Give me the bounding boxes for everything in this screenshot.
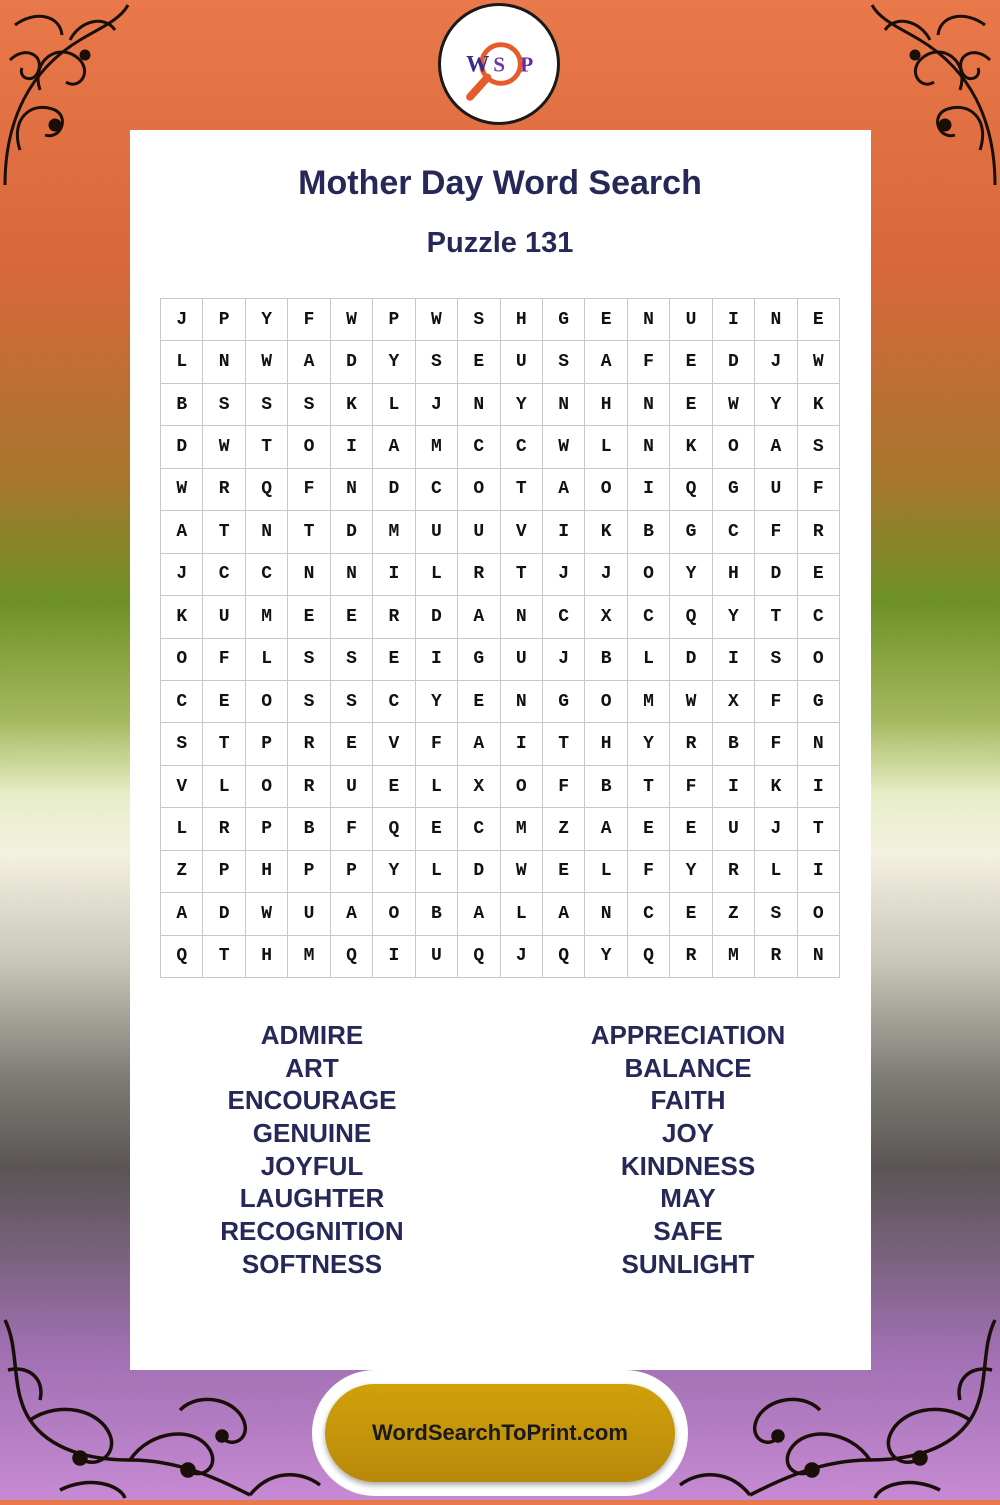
grid-cell[interactable]: Z bbox=[713, 893, 755, 935]
grid-cell[interactable]: S bbox=[798, 426, 840, 468]
grid-cell[interactable]: U bbox=[416, 936, 458, 978]
grid-cell[interactable]: U bbox=[713, 808, 755, 850]
grid-cell[interactable]: L bbox=[501, 893, 543, 935]
grid-cell[interactable]: N bbox=[458, 384, 500, 426]
logo-letter-p: P bbox=[520, 52, 534, 77]
grid-cell[interactable]: F bbox=[755, 723, 797, 765]
grid-cell[interactable]: M bbox=[373, 511, 415, 553]
grid-cell[interactable]: B bbox=[713, 723, 755, 765]
word-item: ENCOURAGE bbox=[227, 1085, 397, 1116]
grid-cell[interactable]: G bbox=[458, 639, 500, 681]
grid-cell[interactable]: L bbox=[755, 851, 797, 893]
ornament-top-right bbox=[870, 0, 1000, 190]
grid-cell[interactable]: N bbox=[628, 384, 670, 426]
grid-cell[interactable]: P bbox=[246, 808, 288, 850]
grid-cell[interactable]: A bbox=[543, 893, 585, 935]
grid-cell[interactable]: O bbox=[246, 766, 288, 808]
grid-cell[interactable]: U bbox=[458, 511, 500, 553]
grid-cell[interactable]: D bbox=[331, 341, 373, 383]
grid-cell[interactable]: E bbox=[670, 341, 712, 383]
grid-cell[interactable]: I bbox=[501, 723, 543, 765]
word-item: GENUINE bbox=[252, 1118, 372, 1149]
grid-cell[interactable]: Y bbox=[755, 384, 797, 426]
grid-cell[interactable]: F bbox=[755, 511, 797, 553]
grid-cell[interactable]: E bbox=[203, 681, 245, 723]
grid-cell[interactable]: C bbox=[501, 426, 543, 468]
grid-cell[interactable]: L bbox=[585, 851, 627, 893]
grid-cell[interactable]: C bbox=[713, 511, 755, 553]
grid-cell[interactable]: K bbox=[585, 511, 627, 553]
grid-cell[interactable]: N bbox=[288, 554, 330, 596]
grid-cell[interactable]: Q bbox=[543, 936, 585, 978]
grid-cell[interactable]: S bbox=[203, 384, 245, 426]
grid-cell[interactable]: L bbox=[628, 639, 670, 681]
grid-cell[interactable]: L bbox=[416, 554, 458, 596]
grid-cell[interactable]: Q bbox=[246, 469, 288, 511]
grid-cell[interactable]: F bbox=[416, 723, 458, 765]
grid-cell[interactable]: Q bbox=[331, 936, 373, 978]
grid-cell[interactable]: O bbox=[458, 469, 500, 511]
grid-cell[interactable]: N bbox=[798, 723, 840, 765]
grid-cell[interactable]: E bbox=[331, 596, 373, 638]
grid-cell[interactable]: W bbox=[246, 341, 288, 383]
grid-cell[interactable]: R bbox=[373, 596, 415, 638]
grid-cell[interactable]: F bbox=[288, 299, 330, 341]
grid-cell[interactable]: S bbox=[755, 893, 797, 935]
grid-cell[interactable]: D bbox=[161, 426, 203, 468]
grid-cell[interactable]: W bbox=[713, 384, 755, 426]
grid-cell[interactable]: I bbox=[373, 554, 415, 596]
grid-cell[interactable]: N bbox=[331, 554, 373, 596]
grid-cell[interactable]: S bbox=[288, 681, 330, 723]
grid-cell[interactable]: X bbox=[585, 596, 627, 638]
grid-cell[interactable]: L bbox=[416, 851, 458, 893]
grid-cell[interactable]: L bbox=[203, 766, 245, 808]
grid-cell[interactable]: T bbox=[628, 766, 670, 808]
grid-cell[interactable]: B bbox=[585, 639, 627, 681]
grid-cell[interactable]: G bbox=[670, 511, 712, 553]
grid-cell[interactable]: O bbox=[628, 554, 670, 596]
grid-cell[interactable]: E bbox=[458, 681, 500, 723]
grid-cell[interactable]: C bbox=[416, 469, 458, 511]
grid-cell[interactable]: O bbox=[161, 639, 203, 681]
grid-cell[interactable]: P bbox=[288, 851, 330, 893]
grid-cell[interactable]: P bbox=[203, 299, 245, 341]
grid-cell[interactable]: W bbox=[416, 299, 458, 341]
grid-cell[interactable]: B bbox=[416, 893, 458, 935]
grid-cell[interactable]: U bbox=[755, 469, 797, 511]
website-link-label: WordSearchToPrint.com bbox=[372, 1420, 628, 1445]
grid-cell[interactable]: E bbox=[458, 341, 500, 383]
grid-cell[interactable]: Y bbox=[670, 554, 712, 596]
grid-cell[interactable]: D bbox=[670, 639, 712, 681]
grid-cell[interactable]: V bbox=[161, 766, 203, 808]
grid-cell[interactable]: O bbox=[373, 893, 415, 935]
grid-cell[interactable]: I bbox=[416, 639, 458, 681]
grid-cell[interactable]: Q bbox=[373, 808, 415, 850]
grid-cell[interactable]: M bbox=[416, 426, 458, 468]
grid-cell[interactable]: D bbox=[713, 341, 755, 383]
grid-cell[interactable]: F bbox=[628, 851, 670, 893]
grid-cell[interactable]: N bbox=[798, 936, 840, 978]
grid-cell[interactable]: G bbox=[543, 299, 585, 341]
grid-cell[interactable]: A bbox=[585, 341, 627, 383]
grid-cell[interactable]: E bbox=[585, 299, 627, 341]
grid-cell[interactable]: J bbox=[543, 639, 585, 681]
grid-cell[interactable]: L bbox=[416, 766, 458, 808]
grid-cell[interactable]: C bbox=[628, 596, 670, 638]
grid-cell[interactable]: T bbox=[288, 511, 330, 553]
grid-cell[interactable]: S bbox=[755, 639, 797, 681]
grid-cell[interactable]: N bbox=[331, 469, 373, 511]
grid-cell[interactable]: I bbox=[713, 766, 755, 808]
grid-cell[interactable]: A bbox=[458, 596, 500, 638]
grid-cell[interactable]: J bbox=[543, 554, 585, 596]
grid-cell[interactable]: N bbox=[246, 511, 288, 553]
grid-cell[interactable]: S bbox=[246, 384, 288, 426]
grid-cell[interactable]: H bbox=[246, 851, 288, 893]
grid-cell[interactable]: A bbox=[755, 426, 797, 468]
grid-cell[interactable]: Q bbox=[458, 936, 500, 978]
grid-cell[interactable]: K bbox=[670, 426, 712, 468]
grid-cell[interactable]: J bbox=[161, 554, 203, 596]
grid-cell[interactable]: B bbox=[585, 766, 627, 808]
grid-cell[interactable]: D bbox=[203, 893, 245, 935]
word-item: JOYFUL bbox=[260, 1150, 364, 1181]
grid-cell[interactable]: C bbox=[373, 681, 415, 723]
letter-grid[interactable] bbox=[160, 298, 840, 978]
grid-cell[interactable]: W bbox=[246, 893, 288, 935]
word-list-right bbox=[528, 1019, 848, 1281]
grid-cell[interactable]: M bbox=[628, 681, 670, 723]
grid-cell[interactable]: P bbox=[373, 299, 415, 341]
grid-cell[interactable]: Y bbox=[246, 299, 288, 341]
grid-cell[interactable]: W bbox=[543, 426, 585, 468]
grid-cell[interactable]: E bbox=[798, 299, 840, 341]
grid-cell[interactable]: O bbox=[798, 639, 840, 681]
grid-cell[interactable]: T bbox=[501, 469, 543, 511]
grid-cell[interactable]: K bbox=[755, 766, 797, 808]
grid-cell[interactable]: R bbox=[288, 766, 330, 808]
grid-cell[interactable]: Y bbox=[373, 851, 415, 893]
grid-cell[interactable]: T bbox=[755, 596, 797, 638]
grid-cell[interactable]: T bbox=[203, 936, 245, 978]
grid-cell[interactable]: T bbox=[798, 808, 840, 850]
word-item: RECOGNITION bbox=[220, 1216, 404, 1247]
grid-cell[interactable]: M bbox=[501, 808, 543, 850]
grid-cell[interactable]: A bbox=[458, 723, 500, 765]
grid-cell[interactable]: M bbox=[246, 596, 288, 638]
grid-cell[interactable]: E bbox=[416, 808, 458, 850]
grid-cell[interactable]: H bbox=[585, 384, 627, 426]
grid-cell[interactable]: H bbox=[713, 554, 755, 596]
grid-cell[interactable]: I bbox=[713, 639, 755, 681]
grid-cell[interactable]: H bbox=[501, 299, 543, 341]
website-link-button[interactable] bbox=[325, 1384, 675, 1482]
grid-cell[interactable]: U bbox=[670, 299, 712, 341]
grid-cell[interactable]: C bbox=[246, 554, 288, 596]
grid-cell[interactable]: R bbox=[798, 511, 840, 553]
grid-cell[interactable]: E bbox=[670, 893, 712, 935]
word-item: LAUGHTER bbox=[239, 1183, 385, 1214]
word-item: APPRECIATION bbox=[590, 1020, 786, 1050]
grid-cell[interactable]: P bbox=[203, 851, 245, 893]
grid-cell[interactable]: L bbox=[585, 426, 627, 468]
grid-cell[interactable]: N bbox=[585, 893, 627, 935]
grid-cell[interactable]: R bbox=[288, 723, 330, 765]
grid-cell[interactable]: N bbox=[501, 681, 543, 723]
word-item: FAITH bbox=[650, 1085, 726, 1116]
grid-cell[interactable]: F bbox=[670, 766, 712, 808]
grid-cell[interactable]: I bbox=[798, 766, 840, 808]
grid-cell[interactable]: G bbox=[713, 469, 755, 511]
word-item: MAY bbox=[660, 1183, 716, 1214]
grid-cell[interactable]: E bbox=[373, 639, 415, 681]
grid-cell[interactable]: A bbox=[288, 341, 330, 383]
grid-cell[interactable]: E bbox=[543, 851, 585, 893]
grid-cell[interactable]: W bbox=[501, 851, 543, 893]
grid-cell[interactable]: C bbox=[458, 808, 500, 850]
grid-cell[interactable]: N bbox=[501, 596, 543, 638]
grid-cell[interactable]: D bbox=[416, 596, 458, 638]
grid-cell[interactable]: N bbox=[628, 299, 670, 341]
grid-cell[interactable]: E bbox=[628, 808, 670, 850]
grid-cell[interactable]: J bbox=[416, 384, 458, 426]
word-item: KINDNESS bbox=[620, 1150, 756, 1181]
grid-cell[interactable]: R bbox=[670, 723, 712, 765]
grid-cell[interactable]: V bbox=[373, 723, 415, 765]
page-title: Mother Day Word Search bbox=[298, 164, 702, 202]
grid-cell[interactable]: Z bbox=[161, 851, 203, 893]
grid-cell[interactable]: F bbox=[543, 766, 585, 808]
grid-cell[interactable]: C bbox=[203, 554, 245, 596]
grid-cell[interactable]: Q bbox=[628, 936, 670, 978]
grid-cell[interactable]: B bbox=[288, 808, 330, 850]
grid-cell[interactable]: I bbox=[331, 426, 373, 468]
grid-cell[interactable]: T bbox=[203, 723, 245, 765]
grid-cell[interactable]: X bbox=[458, 766, 500, 808]
grid-cell[interactable]: S bbox=[161, 723, 203, 765]
grid-cell[interactable]: U bbox=[501, 341, 543, 383]
grid-cell[interactable]: O bbox=[246, 681, 288, 723]
grid-cell[interactable]: G bbox=[543, 681, 585, 723]
grid-cell[interactable]: A bbox=[543, 469, 585, 511]
grid-cell[interactable]: K bbox=[798, 384, 840, 426]
grid-cell[interactable]: F bbox=[628, 341, 670, 383]
grid-cell[interactable]: W bbox=[161, 469, 203, 511]
grid-cell[interactable]: P bbox=[246, 723, 288, 765]
grid-cell[interactable]: O bbox=[585, 469, 627, 511]
grid-cell[interactable]: Z bbox=[543, 808, 585, 850]
grid-cell[interactable]: F bbox=[755, 681, 797, 723]
logo-letter-s: S bbox=[493, 52, 506, 77]
wsp-logo[interactable] bbox=[438, 3, 560, 125]
grid-cell[interactable]: T bbox=[246, 426, 288, 468]
grid-cell[interactable]: Y bbox=[501, 384, 543, 426]
grid-cell[interactable]: J bbox=[585, 554, 627, 596]
grid-cell[interactable]: D bbox=[458, 851, 500, 893]
grid-cell[interactable]: W bbox=[203, 426, 245, 468]
grid-cell[interactable]: G bbox=[798, 681, 840, 723]
grid-cell[interactable]: S bbox=[543, 341, 585, 383]
grid-cell[interactable]: C bbox=[458, 426, 500, 468]
grid-cell[interactable]: I bbox=[373, 936, 415, 978]
grid-cell[interactable]: J bbox=[501, 936, 543, 978]
grid-cell[interactable]: R bbox=[203, 808, 245, 850]
grid-cell[interactable]: F bbox=[288, 469, 330, 511]
grid-cell[interactable]: S bbox=[331, 681, 373, 723]
grid-cell[interactable]: N bbox=[755, 299, 797, 341]
grid-cell[interactable]: X bbox=[713, 681, 755, 723]
grid-cell[interactable]: O bbox=[585, 681, 627, 723]
grid-cell[interactable]: A bbox=[161, 893, 203, 935]
grid-cell[interactable]: C bbox=[628, 893, 670, 935]
word-item: ADMIRE bbox=[260, 1020, 364, 1050]
grid-cell[interactable]: Y bbox=[628, 723, 670, 765]
grid-cell[interactable]: L bbox=[161, 341, 203, 383]
grid-cell[interactable]: S bbox=[416, 341, 458, 383]
ornament-top-left bbox=[0, 0, 130, 190]
grid-cell[interactable]: J bbox=[161, 299, 203, 341]
grid-cell[interactable]: O bbox=[288, 426, 330, 468]
grid-cell[interactable]: D bbox=[755, 554, 797, 596]
grid-cell[interactable]: K bbox=[331, 384, 373, 426]
grid-cell[interactable]: Y bbox=[416, 681, 458, 723]
word-list-left bbox=[152, 1019, 472, 1281]
grid-cell[interactable]: A bbox=[161, 511, 203, 553]
grid-cell[interactable]: R bbox=[755, 936, 797, 978]
word-item: SOFTNESS bbox=[241, 1248, 383, 1279]
grid-cell[interactable]: D bbox=[331, 511, 373, 553]
grid-cell[interactable]: S bbox=[288, 639, 330, 681]
grid-cell[interactable]: O bbox=[501, 766, 543, 808]
grid-cell[interactable]: F bbox=[203, 639, 245, 681]
grid-cell[interactable]: I bbox=[798, 851, 840, 893]
grid-cell[interactable]: C bbox=[543, 596, 585, 638]
grid-cell[interactable]: T bbox=[203, 511, 245, 553]
grid-cell[interactable]: J bbox=[755, 808, 797, 850]
grid-cell[interactable]: C bbox=[161, 681, 203, 723]
grid-cell[interactable]: W bbox=[331, 299, 373, 341]
grid-cell[interactable]: Y bbox=[670, 851, 712, 893]
grid-cell[interactable]: U bbox=[416, 511, 458, 553]
word-item: SUNLIGHT bbox=[621, 1248, 755, 1279]
grid-cell[interactable]: U bbox=[331, 766, 373, 808]
grid-cell[interactable]: Y bbox=[373, 341, 415, 383]
grid-cell[interactable]: E bbox=[670, 384, 712, 426]
grid-cell[interactable]: I bbox=[713, 299, 755, 341]
grid-cell[interactable]: E bbox=[288, 596, 330, 638]
grid-cell[interactable]: B bbox=[628, 511, 670, 553]
grid-cell[interactable]: R bbox=[713, 851, 755, 893]
grid-cell[interactable]: N bbox=[203, 341, 245, 383]
grid-cell[interactable]: P bbox=[331, 851, 373, 893]
grid-cell[interactable]: E bbox=[670, 808, 712, 850]
grid-cell[interactable]: E bbox=[331, 723, 373, 765]
grid-cell[interactable]: L bbox=[373, 384, 415, 426]
grid-cell[interactable]: W bbox=[798, 341, 840, 383]
grid-cell[interactable]: K bbox=[161, 596, 203, 638]
magnifier-logo-icon bbox=[441, 6, 557, 122]
grid-cell[interactable]: N bbox=[543, 384, 585, 426]
grid-cell[interactable]: U bbox=[288, 893, 330, 935]
grid-cell[interactable]: U bbox=[203, 596, 245, 638]
grid-cell[interactable]: Q bbox=[161, 936, 203, 978]
grid-cell[interactable]: E bbox=[798, 554, 840, 596]
puzzle-number: Puzzle 131 bbox=[426, 227, 574, 259]
grid-cell[interactable]: M bbox=[713, 936, 755, 978]
grid-cell[interactable]: D bbox=[373, 469, 415, 511]
grid-cell[interactable]: L bbox=[161, 808, 203, 850]
grid-cell[interactable]: U bbox=[501, 639, 543, 681]
grid-cell[interactable]: O bbox=[713, 426, 755, 468]
grid-cell[interactable]: O bbox=[798, 893, 840, 935]
grid-cell[interactable]: F bbox=[798, 469, 840, 511]
logo-letter-w: W bbox=[466, 51, 490, 78]
grid-cell[interactable]: A bbox=[458, 893, 500, 935]
grid-cell[interactable]: C bbox=[798, 596, 840, 638]
grid-cell[interactable]: S bbox=[458, 299, 500, 341]
grid-cell[interactable]: R bbox=[670, 936, 712, 978]
word-item: JOY bbox=[661, 1118, 715, 1149]
word-item: BALANCE bbox=[624, 1052, 752, 1083]
grid-cell[interactable]: R bbox=[203, 469, 245, 511]
grid-cell[interactable]: H bbox=[585, 723, 627, 765]
word-item: ART bbox=[285, 1052, 339, 1083]
grid-cell[interactable]: H bbox=[246, 936, 288, 978]
grid-cell[interactable]: M bbox=[288, 936, 330, 978]
grid-cell[interactable]: L bbox=[246, 639, 288, 681]
grid-cell[interactable]: F bbox=[331, 808, 373, 850]
grid-cell[interactable]: Q bbox=[670, 469, 712, 511]
grid-cell[interactable]: J bbox=[755, 341, 797, 383]
grid-cell[interactable]: I bbox=[543, 511, 585, 553]
grid-cell[interactable]: T bbox=[543, 723, 585, 765]
grid-cell[interactable]: W bbox=[670, 681, 712, 723]
grid-cell[interactable]: Y bbox=[713, 596, 755, 638]
word-item: SAFE bbox=[653, 1216, 723, 1247]
grid-cell[interactable]: B bbox=[161, 384, 203, 426]
grid-cell[interactable]: A bbox=[585, 808, 627, 850]
grid-cell[interactable]: I bbox=[628, 469, 670, 511]
grid-cell[interactable]: Q bbox=[670, 596, 712, 638]
grid-cell[interactable]: S bbox=[331, 639, 373, 681]
grid-cell[interactable]: E bbox=[373, 766, 415, 808]
grid-cell[interactable]: A bbox=[331, 893, 373, 935]
grid-cell[interactable]: R bbox=[458, 554, 500, 596]
grid-cell[interactable]: N bbox=[628, 426, 670, 468]
grid-cell[interactable]: A bbox=[373, 426, 415, 468]
grid-cell[interactable]: S bbox=[288, 384, 330, 426]
grid-cell[interactable]: V bbox=[501, 511, 543, 553]
grid-cell[interactable]: T bbox=[501, 554, 543, 596]
grid-cell[interactable]: Y bbox=[585, 936, 627, 978]
